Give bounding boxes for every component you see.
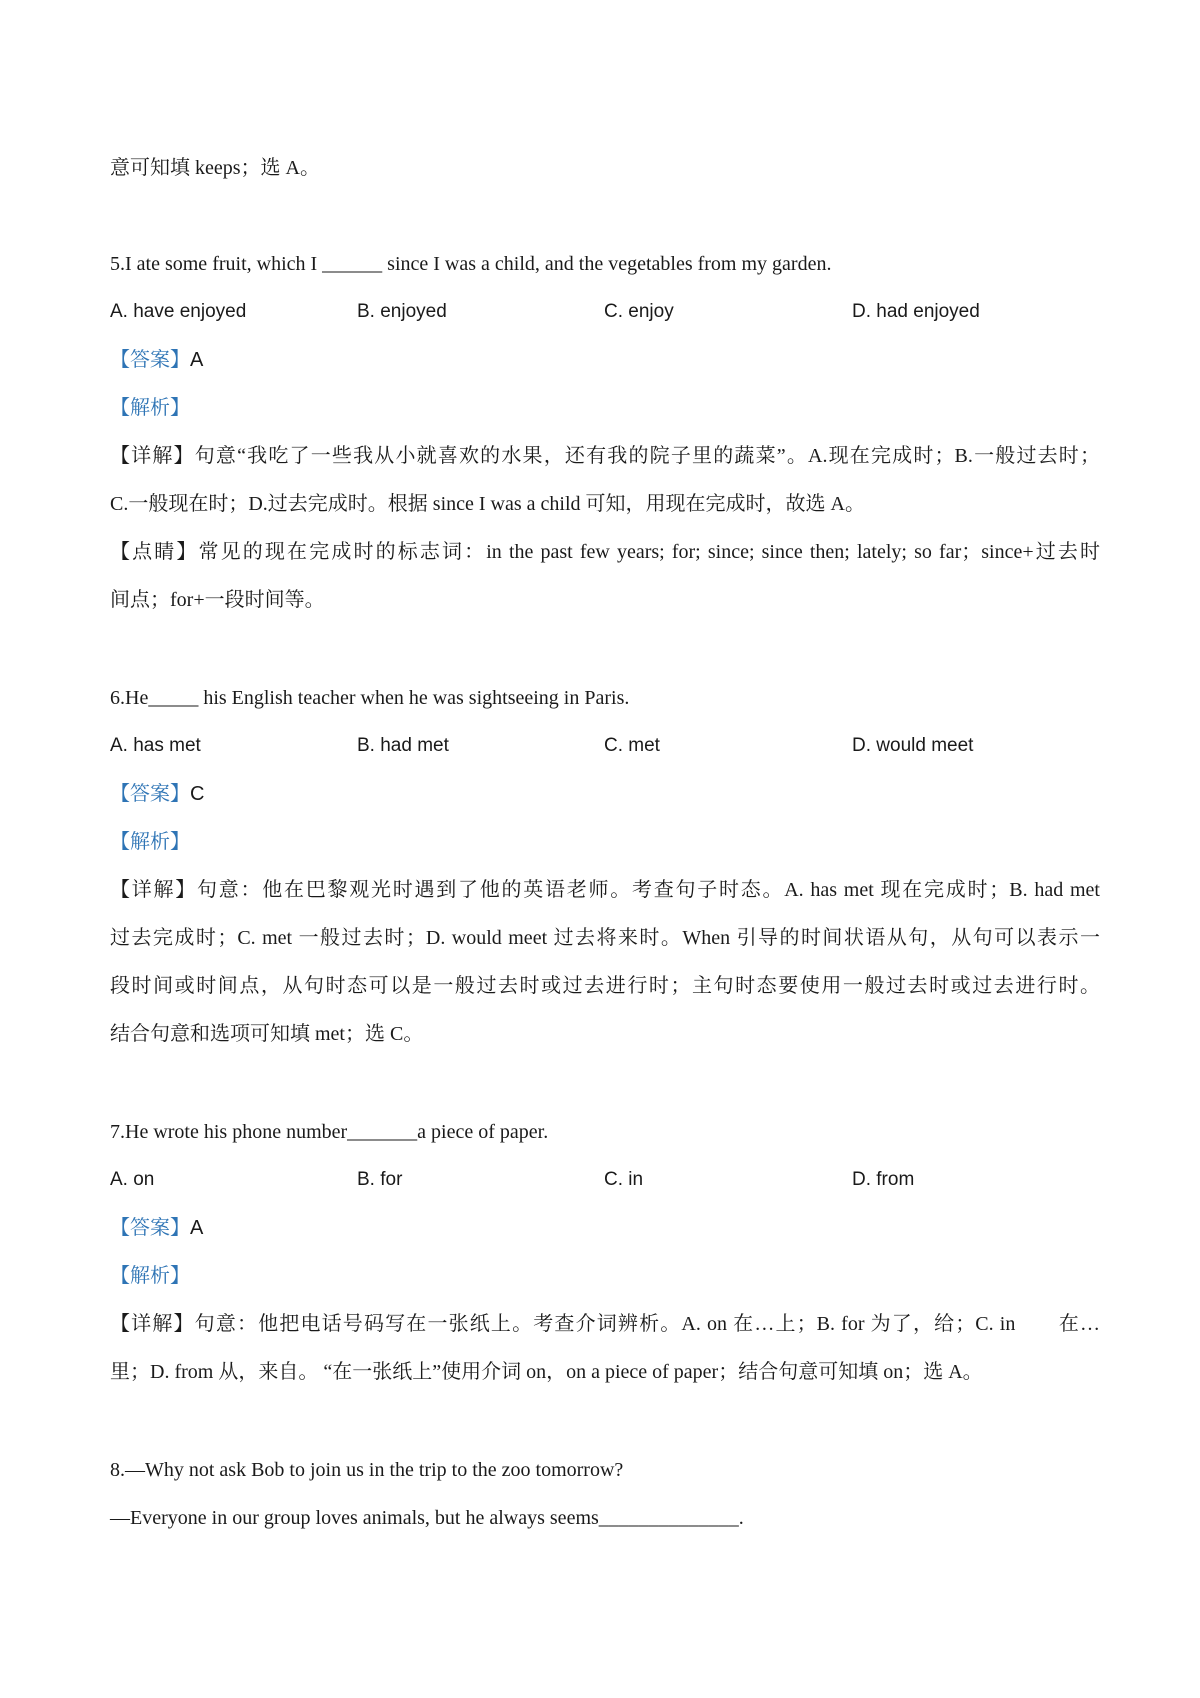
question-7-option-d: D. from [852,1169,915,1190]
question-5-tip-line-2: 间点；for+一段时间等。 [110,589,325,611]
question-8-stem-line-2: —Everyone in our group loves animals, but he always seems______________. [110,1507,744,1529]
question-7-option-b: B. for [357,1169,403,1190]
question-5-answer [110,346,1100,374]
question-7-answer [110,1214,1100,1242]
answer-letter: A [190,349,204,371]
question-8-stem: 8.—Why not ask Bob to join us in the trip to the zoo tomorrow? [110,1459,624,1481]
question-7-stem: 7.He wrote his phone number_______a piece of paper. [110,1121,549,1143]
answer-letter: C [190,783,205,805]
question-6-answer [110,780,1100,808]
question-6-detail-line-2: 过去完成时；C. met 一般过去时；D. would meet 过去将来时。When 引导的时间状语从句，从句可以表示一 [110,927,1100,949]
answer-tag: 【答案】 [110,783,190,805]
question-6-option-c: C. met [604,735,660,756]
question-7-option-c: C. in [604,1169,644,1190]
answer-letter: A [190,1217,204,1239]
question-7-option-a: A. on [110,1169,155,1190]
question-7-detail-line-1: 【详解】句意：他把电话号码写在一张纸上。考查介词辨析。A. on 在…上；B. for 为了，给；C. in 在… [110,1313,1100,1335]
question-6-option-b: B. had met [357,735,449,756]
question-6-analysis-tag: 【解析】 [110,831,190,853]
question-6-detail-line-1: 【详解】句意：他在巴黎观光时遇到了他的英语老师。考查句子时态。A. has met 现在完成时；B. had met [110,879,1100,901]
continuation-text: 意可知填 keeps；选 A。 [110,157,320,179]
answer-tag: 【答案】 [110,349,190,371]
question-5-detail-line-1: 【详解】句意“我吃了一些我从小就喜欢的水果，还有我的院子里的蔬菜”。A.现在完成时；B.一般过去时； [110,445,1100,467]
question-6-stem: 6.He_____ his English teacher when he was sightseeing in Paris. [110,687,630,709]
question-5-option-d: D. had enjoyed [852,301,980,322]
question-6-detail-line-4: 结合句意和选项可知填 met；选 C。 [110,1023,424,1045]
question-5-option-a: A. have enjoyed [110,301,247,322]
question-5-stem: 5.I ate some fruit, which I ______ since I was a child, and the vegetables from my garden. [110,253,832,275]
question-6-detail-line-3: 段时间或时间点，从句时态可以是一般过去时或过去进行时；主句时态要使用一般过去时或过去进行时。 [110,975,1100,997]
question-5-option-c: C. enjoy [604,301,674,322]
question-6-option-a: A. has met [110,735,201,756]
question-5-detail-line-2: C.一般现在时；D.过去完成时。根据 since I was a child 可知，用现在完成时，故选 A。 [110,493,865,515]
question-5-analysis-tag: 【解析】 [110,397,190,419]
question-5-option-b: B. enjoyed [357,301,447,322]
question-7-analysis-tag: 【解析】 [110,1265,190,1287]
question-6-option-d: D. would meet [852,735,974,756]
question-7-detail-line-2: 里；D. from 从，来自。 “在一张纸上”使用介词 on，on a piece of paper；结合句意可知填 on；选 A。 [110,1361,983,1383]
answer-tag: 【答案】 [110,1217,190,1239]
question-5-tip-line-1: 【点睛】常见的现在完成时的标志词：in the past few years; for; since; since then; lately; so far；since+过去时 [110,541,1100,563]
